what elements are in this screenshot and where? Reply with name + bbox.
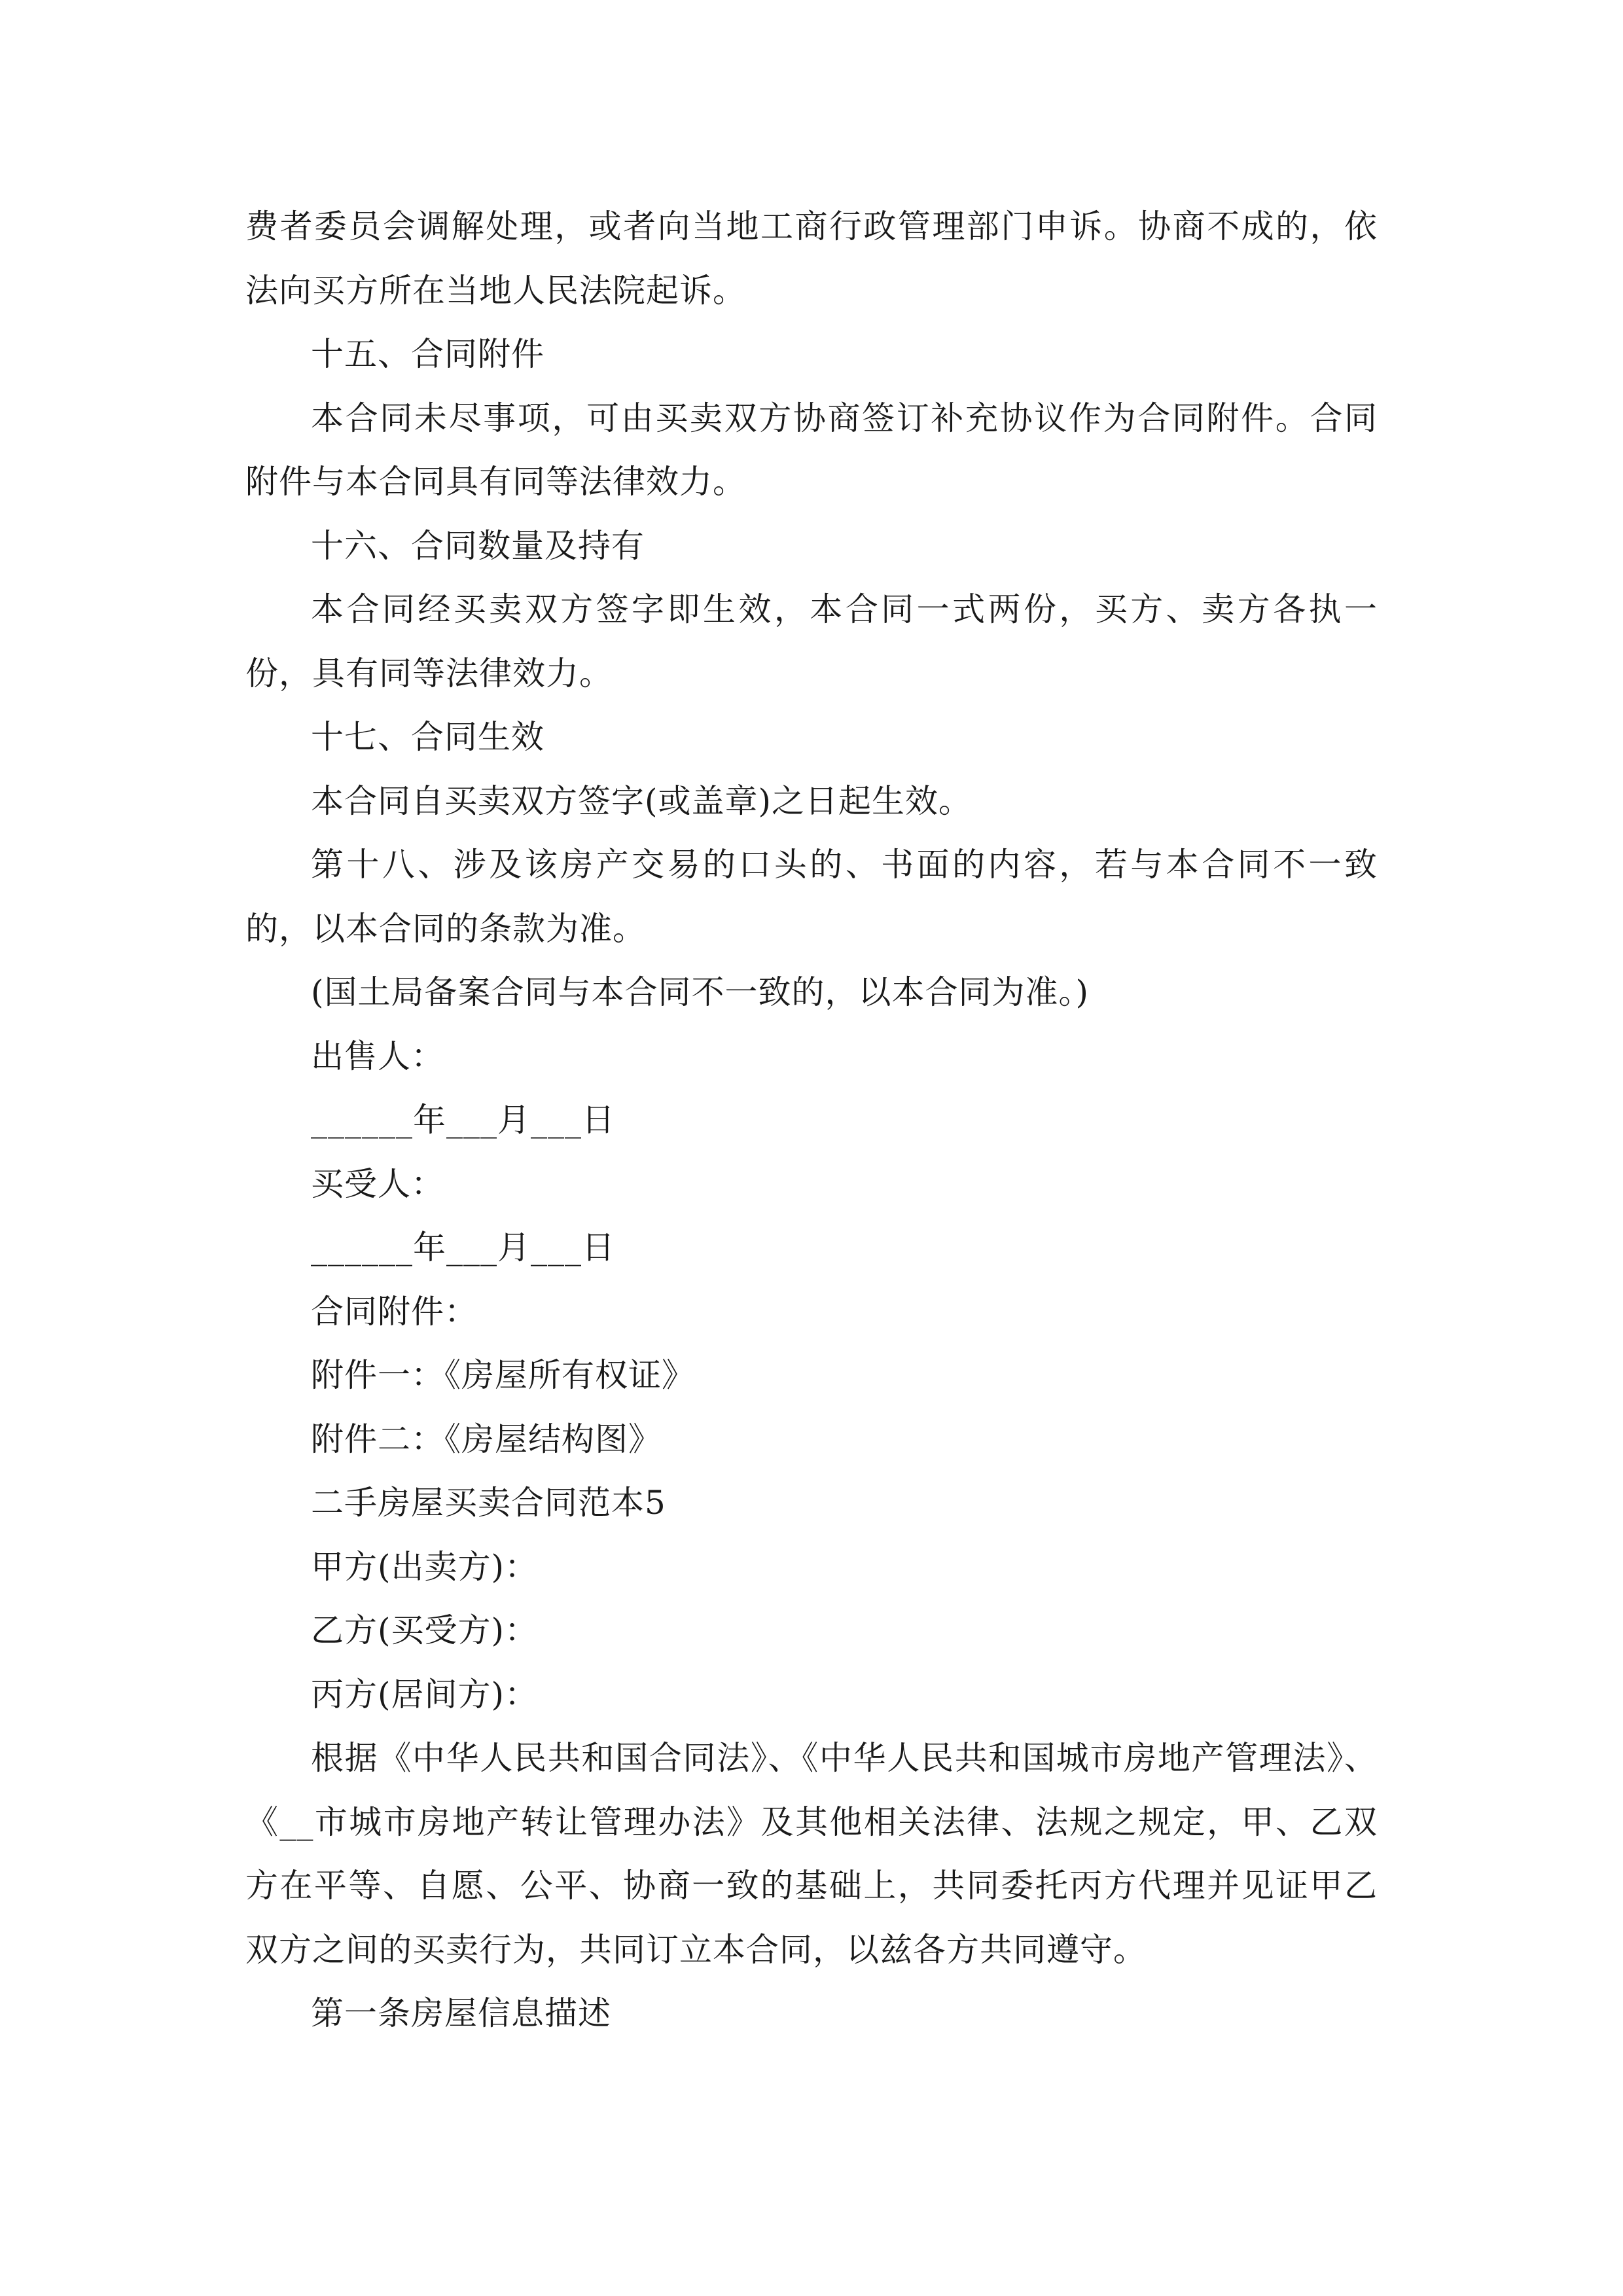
paragraph-section-18: 第十八、涉及该房产交易的口头的、书面的内容，若与本合同不一致的，以本合同的条款为准。: [245, 846, 1378, 948]
heading-section-16: 十六、合同数量及持有: [311, 526, 645, 565]
template-title: 二手房屋买卖合同范本5: [311, 1484, 666, 1522]
party-c-label: 丙方(居间方)：: [311, 1675, 539, 1713]
seller-date-line: ______年___月___日: [311, 1101, 615, 1139]
paragraph-section-17: 本合同自买卖双方签字(或盖章)之日起生效。: [311, 781, 972, 820]
buyer-signature-label: 买受人：: [311, 1164, 444, 1203]
paragraph-legal-basis: 根据《中华人民共和国合同法》、《中华人民共和国城市房地产管理法》、《__市城市房地产转让管理办法》及其他相关法律、法规之规定，甲、乙双方在平等、自愿、公平、协商一致的基础上，共同委托丙方代理并见证甲乙双方之间的买卖行为，共同订立本合同，以兹各方共同遵守。: [245, 1739, 1378, 1969]
paragraph-section-15: 本合同未尽事项，可由买卖双方协商签订补充协议作为合同附件。合同附件与本合同具有同等法律效力。: [245, 399, 1378, 501]
party-a-label: 甲方(出卖方)：: [311, 1547, 539, 1586]
paragraph-registry-note: (国土局备案合同与本合同不一致的，以本合同为准。): [311, 973, 1090, 1011]
attachment-two: 附件二：《房屋结构图》: [311, 1420, 662, 1458]
heading-section-17: 十七、合同生效: [311, 718, 544, 756]
document-body: [245, 195, 1378, 2046]
party-b-label: 乙方(买受方)：: [311, 1611, 539, 1649]
paragraph-dispute-continuation: 费者委员会调解处理，或者向当地工商行政管理部门申诉。协商不成的，依法向买方所在当地人民法院起诉。: [245, 207, 1378, 310]
heading-article-1: 第一条房屋信息描述: [311, 1994, 611, 2032]
heading-section-15: 十五、合同附件: [311, 335, 544, 373]
attachments-label: 合同附件：: [311, 1292, 478, 1331]
paragraph-section-16: 本合同经买卖双方签字即生效，本合同一式两份，买方、卖方各执一份，具有同等法律效力。: [245, 590, 1378, 692]
buyer-date-line: ______年___月___日: [311, 1229, 615, 1266]
seller-signature-label: 出售人：: [311, 1037, 444, 1075]
attachment-one: 附件一：《房屋所有权证》: [311, 1356, 695, 1394]
